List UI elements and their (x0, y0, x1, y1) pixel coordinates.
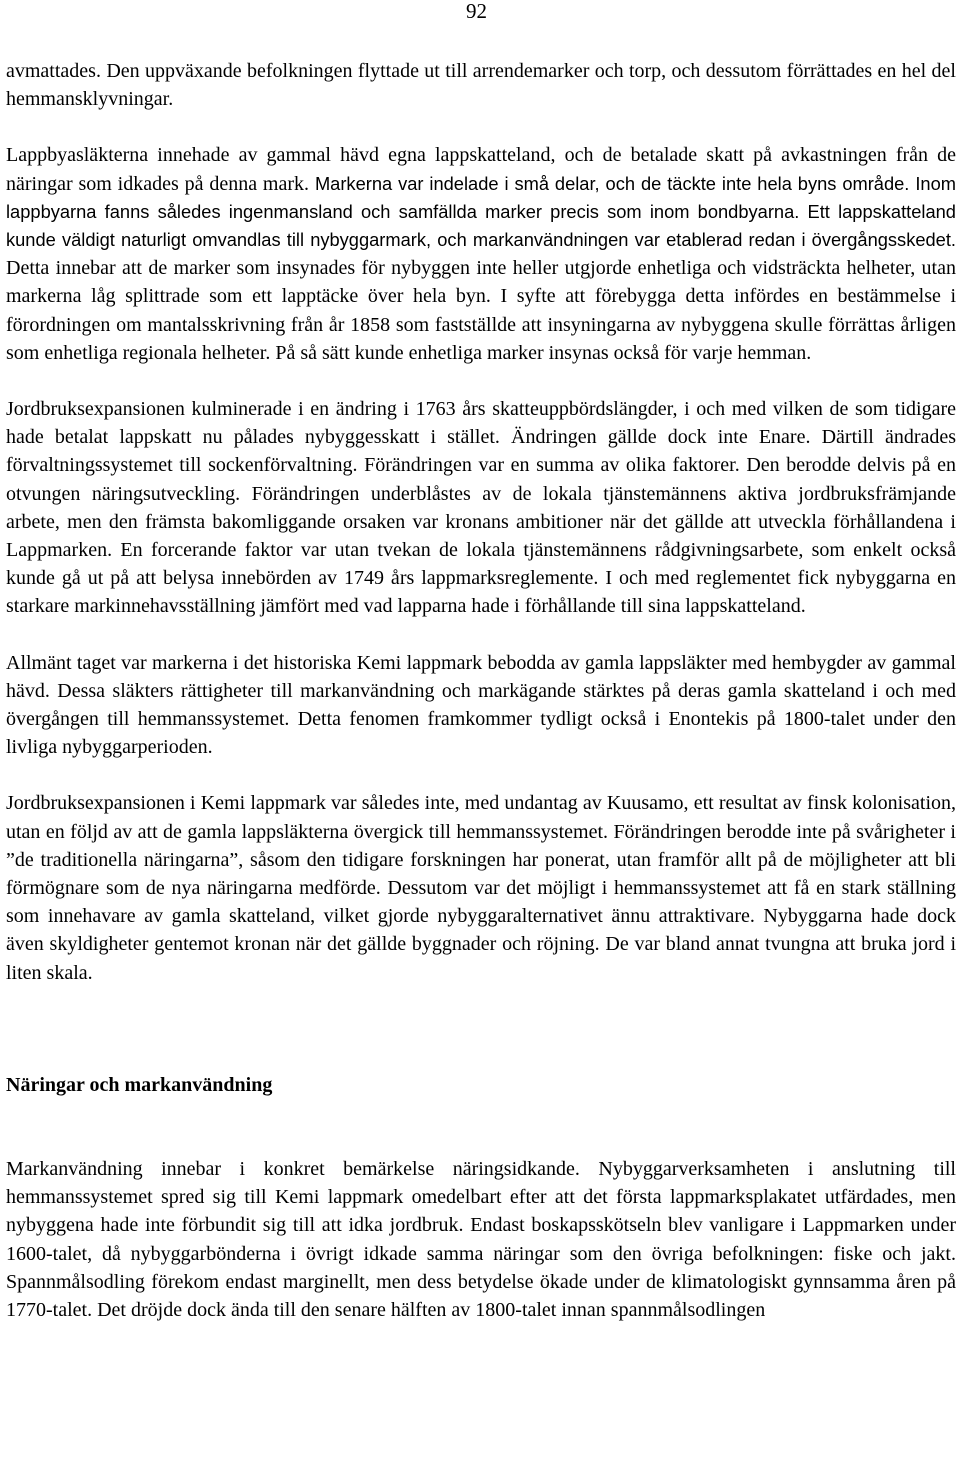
sentence: En forcerande faktor var utan tvekan de lokala tjänstemännens rådgivningsarbete, som enkelt också kunde gå ut på att belysa innebörden av 1749 års lappmarksreglemente. (6, 539, 957, 590)
sentence: Den berodde delvis på en otvungen näringsutveckling. (6, 454, 957, 505)
sentence: Inom lappbyarna fanns således ingenmansland och samfällda marker precis som inom bondbyarna. (6, 172, 956, 222)
section-spacer (6, 987, 956, 1071)
sentence: Ändringen gällde dock inte Enare. (511, 426, 811, 449)
paragraph-spacer (6, 621, 956, 649)
sentence: I syfte att förebygga detta infördes en bestämmelse i förordningen om mantalsskrivning från år 1858 som fastställde att insyningarna av nybyggena skulle förrättas årligen som enhetliga regionala helheter. (6, 285, 956, 364)
sentence: Nybyggarverksamheten i anslutning till hemmanssystemet spred sig till Kemi lappmark omedelbart efter att det första lappmarksplakatet utfärdades, men nybyggena hade inte förbundit sig till att idka jordbruk. (6, 1157, 956, 1237)
paragraph (6, 141, 956, 367)
paragraph-spacer (6, 761, 956, 789)
paragraph-spacer (6, 113, 956, 141)
sentence: Förändringen berodde inte på svårigheter i ”de traditionella näringarna”, såsom den tidigare forskningen har ponerat, utan framför allt på de möjligheter att bli förmögnare som de nya näringarna medförde. (6, 820, 956, 900)
sentence: Markerna var indelade i små delar, och de täckte inte hela byns område. (314, 172, 910, 194)
sentence: Förändringen var en summa av olika faktorer. (364, 454, 740, 477)
page-number: 92 (466, 0, 487, 23)
section-heading: Näringar och markanvändning (6, 1073, 273, 1096)
sentence: Detta innebar att de marker som insynades för nybyggen inte heller utgjorde enhetliga och vidsträckta helheter, utan markerna låg splittrade som ett lapptäcke över hela byn. (6, 257, 956, 308)
sentence: Dessutom var det möjligt i hemmanssystemet att få en stark ställning som innehavare av gamla skatteland, vilket gjorde nybyggaralternativet ännu attraktivare. (6, 877, 957, 928)
section-spacer (6, 1099, 956, 1155)
sentence: Allmänt taget var markerna i det historiska Kemi lappmark bebodda av gamla lappsläkter med hembygder av gammal hävd. (6, 651, 956, 702)
sentence: De var bland annat tvungna att bruka jord i liten skala. (6, 933, 957, 984)
sentence: Spannmålsodling förekom endast marginellt, men dess betydelse ökade under de klimatologiskt gynnsamma åren på 1770-talet. (6, 1270, 956, 1321)
sentence: Detta fenomen framkommer tydligt också i Enontekis på 1800-talet under den livliga nybyggarperioden. (6, 708, 957, 759)
document-body (6, 57, 956, 1324)
sentence: Förändringen underblåstes av de lokala tjänstemännens aktiva jordbruksfrämjande arbete, men den främsta bakomliggande orsaken var kronans ambitioner när det gällde att utveckla förhållandena i Lappmarken. (6, 482, 957, 562)
sentence: Dessa släkters rättigheter till markanvändning och markägande stärktes på deras gamla skatteland i och med övergången till hemmanssystemet. (6, 679, 956, 731)
sentence: Därtill ändrades förvaltningssystemet till sockenförvaltning. (6, 426, 957, 477)
sentence: Den uppväxande befolkningen flyttade ut till arrendemarker och torp, och dessutom förrättades en hel del hemmansklyvningar. (6, 60, 956, 111)
paragraph (6, 789, 956, 986)
sentence: Jordbruksexpansionen i Kemi lappmark var således inte, med undantag av Kuusamo, ett resultat av finsk kolonisation, utan en följd av att de gamla lappsläkterna övergick till hemmanssystemet. (6, 792, 956, 843)
sentence: Ett lappskatteland kunde väldigt naturligt omvandlas till nybyggarmark, och markanvändningen var etablerad redan i övergångsskedet. (6, 200, 956, 251)
paragraph (6, 649, 956, 762)
sentence: Jordbruksexpansionen kulminerade i en ändring i 1763 års skatteuppbördslängder, i och med vilken de som tidigare hade betalat lappskatt nu pålades nybyggesskatt i stället. (6, 398, 956, 449)
sentence: Lappbyasläkterna innehade av gammal hävd egna lappskatteland, och de betalade skatt på avkastningen från de näringar som idkades på denna mark. (6, 144, 956, 195)
paragraph-spacer (6, 367, 956, 395)
paragraph (6, 1155, 956, 1324)
sentence: Markanvändning innebar i konkret bemärkelse näringsidkande. (6, 1157, 580, 1180)
sentence: Nybyggarna hade dock även skyldigheter gentemot kronan när det gällde byggnader och röjning. (6, 905, 957, 956)
paragraph (6, 57, 956, 113)
paragraph (6, 395, 956, 621)
sentence: I och med reglementet fick nybyggarna en starkare markinnehavsställning jämfört med vad lapparna hade i förhållande till sina lappskatteland. (6, 567, 957, 618)
sentence: Det dröjde dock ända till den senare hälften av 1800-talet innan spannmålsodlingen (97, 1298, 766, 1321)
sentence: På så sätt kunde enhetliga marker insynas också för varje hemman. (275, 341, 812, 364)
sentence: Endast boskapsskötseln blev vanligare i Lappmarken under 1600-talet, då nybyggarbönderna i övrigt idkade samma näringar som den övriga befolkningen: fiske och jakt. (6, 1214, 956, 1265)
sentence: avmattades. (6, 60, 101, 82)
